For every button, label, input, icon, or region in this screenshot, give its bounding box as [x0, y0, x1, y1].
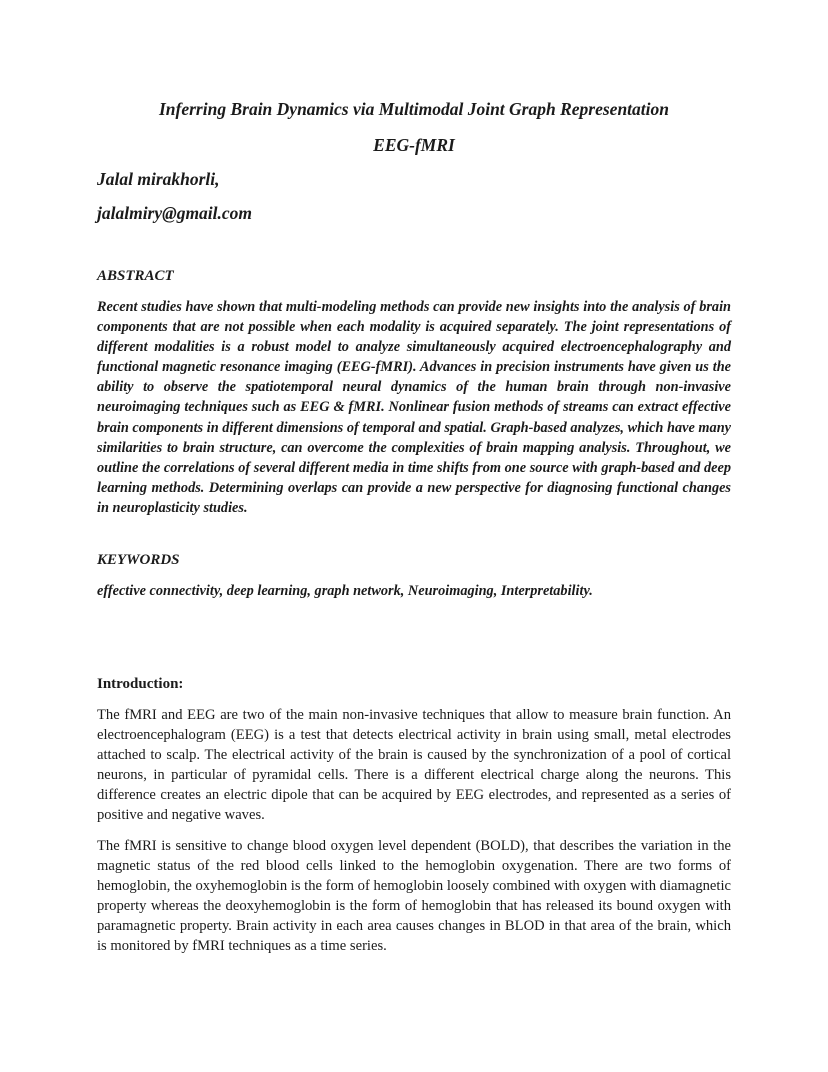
paper-title-line2: EEG-fMRI: [373, 135, 455, 155]
abstract-text: Recent studies have shown that multi-modeling methods can provide new insights into the analysis of brain components that are not possible when each modality is acquired separately. The joint representations of different modalities is a robust model to analyze simultaneously acquired electroencephalography and functional magnetic resonance imaging (EEG-fMRI). Advances in precision instruments have given us the ability to observe the spatiotemporal neural dynamics of the human brain through non-invasive neuroimaging techniques such as EEG & fMRI. Nonlinear fusion methods of streams can extract effective brain components in different dimensions of temporal and spatial. Graph-based analyzes, which have many similarities to brain structure, can overcome the complexities of brain mapping analysis. Throughout, we outline the correlations of several different media in time shifts from one source with graph-based and deep learning methods. Determining overlaps can provide a new perspective for diagnosing functional changes in neuroplasticity studies.: [97, 299, 731, 516]
author-name: Jalal mirakhorli,: [97, 169, 220, 189]
introduction-paragraph-2: The fMRI is sensitive to change blood oxygen level dependent (BOLD), that describes the variation in the magnetic status of the red blood cells linked to the hemoglobin oxygenation. There are two forms of hemoglobin, the oxyhemoglobin is the form of hemoglobin loosely combined with oxygen with diamagnetic property whereas the deoxyhemoglobin is the form of hemoglobin that has released its bound oxygen with paramagnetic property. Brain activity in each area causes changes in BLOD in that area of the brain, which is monitored by fMRI techniques as a time series.: [97, 838, 731, 955]
author-email: jalalmiry@gmail.com: [97, 203, 253, 223]
keywords-heading: KEYWORDS: [97, 552, 180, 568]
introduction-paragraph-1: The fMRI and EEG are two of the main non-invasive techniques that allow to measure brain function. An electroencephalogram (EEG) is a test that detects electrical activity in brain using small, metal electrodes attached to scalp. The electrical activity of the brain is caused by the synchronization of a pool of cortical neurons, in particular of pyramidal cells. There is a different electrical charge along the neurons. This difference creates an electric dipole that can be acquired by EEG electrodes, and represented as a series of positive and negative waves.: [97, 707, 731, 824]
abstract-heading: ABSTRACT: [97, 268, 174, 284]
keywords-text: effective connectivity, deep learning, graph network, Neuroimaging, Interpretability.: [97, 583, 593, 599]
paper-title: Inferring Brain Dynamics via Multimodal Joint Graph Representation: [158, 99, 669, 119]
introduction-heading: Introduction:: [97, 676, 184, 692]
